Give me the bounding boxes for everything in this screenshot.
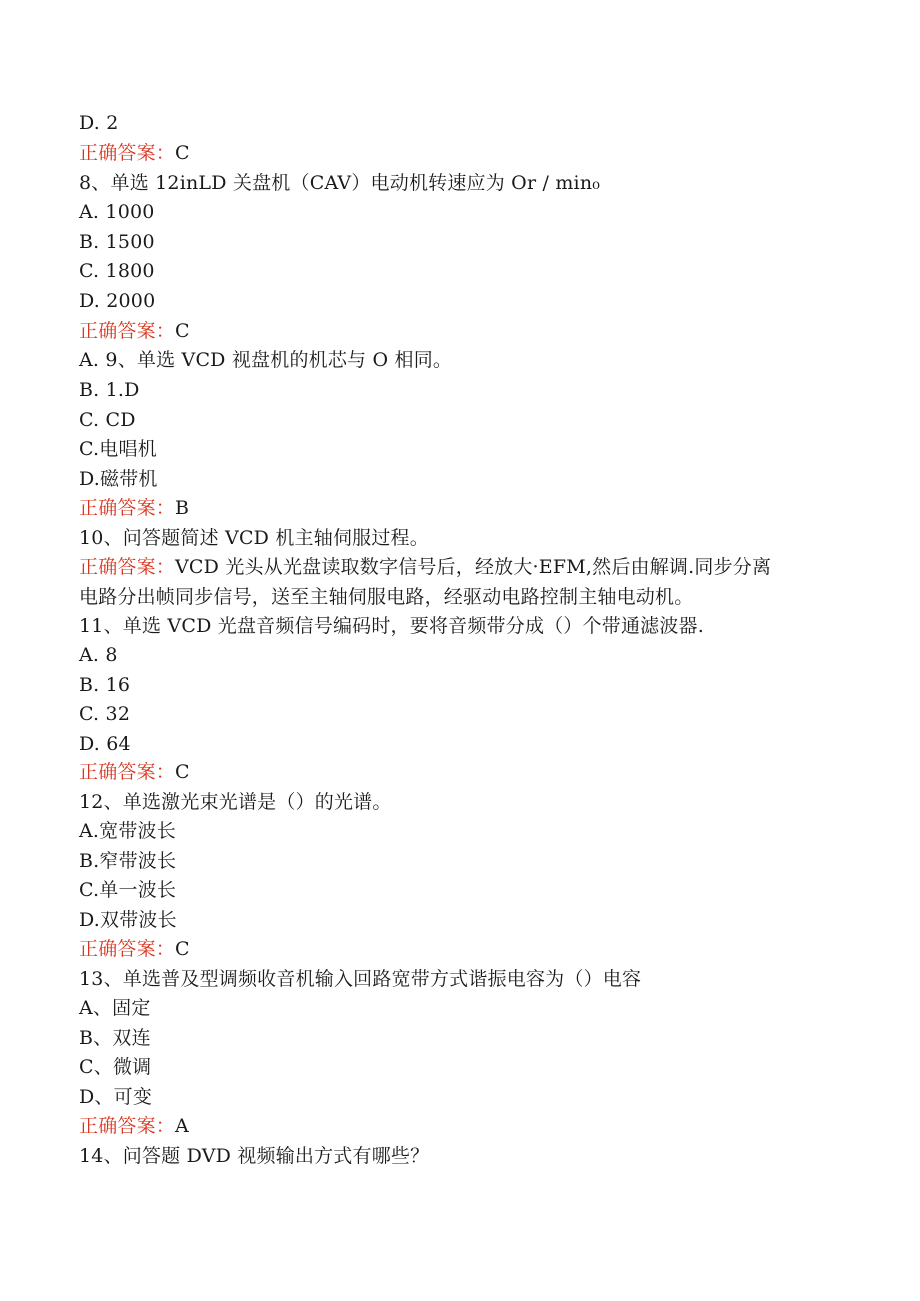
answer-label: 正确答案： xyxy=(79,556,176,578)
q12-option-a: A.宽带波长 xyxy=(79,820,176,842)
answer-label: 正确答案： xyxy=(79,1115,176,1137)
q11-option-c: C. 32 xyxy=(79,703,131,725)
q9-option-b: B. 1.D xyxy=(79,379,140,401)
q8-option-b: B. 1500 xyxy=(79,231,155,253)
q13-question: 13、单选普及型调频收音机输入回路宽带方式谐振电容为（）电容 xyxy=(79,968,642,990)
q8-option-a: A. 1000 xyxy=(79,201,155,223)
answer-label: 正确答案： xyxy=(79,320,176,342)
q12-option-d: D.双带波长 xyxy=(79,909,177,931)
q13-option-a: A、固定 xyxy=(79,997,151,1019)
answer-value: VCD 光头从光盘读取数字信号后，经放大·EFM,然后由解调.同步分离 xyxy=(175,556,772,578)
q8-option-c: C. 1800 xyxy=(79,260,155,282)
q13-answer xyxy=(79,1111,189,1141)
q11-question: 11、单选 VCD 光盘音频信号编码时，要将音频带分成（）个带通滤波器. xyxy=(79,615,704,637)
q9-question: A. 9、单选 VCD 视盘机的机芯与 O 相同。 xyxy=(79,349,453,371)
q7-option-d: D. 2 xyxy=(79,112,119,134)
answer-label: 正确答案： xyxy=(79,142,176,164)
q10-question: 10、问答题简述 VCD 机主轴伺服过程。 xyxy=(79,527,429,549)
q13-option-c: C、微调 xyxy=(79,1056,152,1078)
q9-option-c: C. CD xyxy=(79,409,136,431)
answer-value: A xyxy=(175,1115,189,1137)
answer-label: 正确答案： xyxy=(79,761,176,783)
q12-option-c: C.单一波长 xyxy=(79,879,177,901)
q10-answer-cont: 电路分出帧同步信号，送至主轴伺服电路，经驱动电路控制主轴电动机。 xyxy=(79,586,694,608)
q9-answer xyxy=(79,493,189,523)
q8-question: 8、单选 12inLD 关盘机（CAV）电动机转速应为 Or / min₀ xyxy=(79,172,601,194)
q7-answer xyxy=(79,138,190,168)
q9-option-d: D.磁带机 xyxy=(79,468,158,490)
q12-answer xyxy=(79,934,190,964)
answer-label: 正确答案： xyxy=(79,497,176,519)
answer-value: B xyxy=(175,497,190,519)
q11-answer xyxy=(79,757,190,787)
answer-label: 正确答案： xyxy=(79,938,176,960)
answer-value: C xyxy=(175,320,190,342)
q10-answer xyxy=(79,552,771,582)
q13-option-d: D、可变 xyxy=(79,1086,153,1108)
q8-answer xyxy=(79,316,190,346)
q11-option-d: D. 64 xyxy=(79,733,131,755)
answer-value: C xyxy=(175,761,190,783)
q11-option-a: A. 8 xyxy=(79,644,118,666)
answer-value: C xyxy=(175,142,190,164)
q11-option-b: B. 16 xyxy=(79,674,131,696)
q12-question: 12、单选激光束光谱是（）的光谱。 xyxy=(79,791,392,813)
q12-option-b: B.窄带波长 xyxy=(79,850,177,872)
q14-question: 14、问答题 DVD 视频输出方式有哪些？ xyxy=(79,1145,430,1167)
q9-option-c2: C.电唱机 xyxy=(79,438,157,460)
answer-value: C xyxy=(175,938,190,960)
q8-option-d: D. 2000 xyxy=(79,290,156,312)
q13-option-b: B、双连 xyxy=(79,1027,151,1049)
